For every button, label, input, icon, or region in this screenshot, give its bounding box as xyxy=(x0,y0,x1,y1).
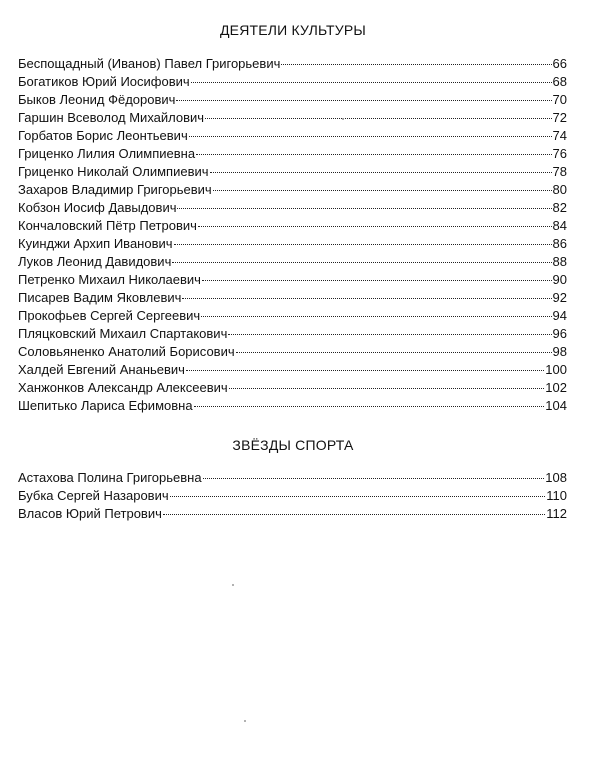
dot-leader xyxy=(194,406,545,407)
dot-leader xyxy=(201,316,551,317)
toc-entry-page-number: 100 xyxy=(545,362,567,377)
dot-leader xyxy=(172,262,551,263)
scan-speck xyxy=(232,584,234,586)
dot-leader xyxy=(186,370,544,371)
dot-leader xyxy=(202,280,552,281)
toc-entry-name: Луков Леонид Давидович xyxy=(18,254,172,269)
toc-entry xyxy=(18,253,567,271)
dot-leader xyxy=(198,226,552,227)
toc-entry-name: Гаршин Всеволод Михайлович xyxy=(18,110,205,125)
toc-entry xyxy=(18,73,567,91)
toc-entry xyxy=(18,379,567,397)
toc-entry xyxy=(18,199,567,217)
toc-entry xyxy=(18,325,567,343)
toc-entry-page-number: 74 xyxy=(552,128,567,143)
toc-entry-name: Кончаловский Пётр Петрович xyxy=(18,218,197,233)
toc-entry-name: Астахова Полина Григорьевна xyxy=(18,470,202,485)
toc-entry-name: Беспощадный (Иванов) Павел Григорьевич xyxy=(18,56,281,71)
dot-leader xyxy=(170,496,546,497)
toc-entry-page-number: 84 xyxy=(552,218,567,233)
toc-entry xyxy=(18,505,567,523)
toc-entry-page-number: 104 xyxy=(545,398,567,413)
toc-entry xyxy=(18,181,567,199)
toc-entry-name: Ханжонков Александр Алексеевич xyxy=(18,380,228,395)
toc-entry-page-number: 98 xyxy=(552,344,567,359)
dot-leader xyxy=(174,244,552,245)
toc-entry xyxy=(18,487,567,505)
toc-entry-page-number: 96 xyxy=(552,326,567,341)
toc-entry-page-number: 94 xyxy=(552,308,567,323)
toc-entry-page-number: 88 xyxy=(552,254,567,269)
dot-leader xyxy=(228,334,551,335)
dot-leader xyxy=(177,208,551,209)
dot-leader xyxy=(163,514,545,515)
toc-entry xyxy=(18,271,567,289)
toc-entry-page-number: 76 xyxy=(552,146,567,161)
toc-entry-page-number: 72 xyxy=(552,110,567,125)
dot-leader xyxy=(182,298,551,299)
dot-leader xyxy=(189,136,552,137)
toc-entry xyxy=(18,289,567,307)
dot-leader xyxy=(203,478,545,479)
toc-entry-page-number: 102 xyxy=(545,380,567,395)
toc-entry-page-number: 78 xyxy=(552,164,567,179)
dot-leader xyxy=(196,154,551,155)
toc-entry-page-number: 108 xyxy=(545,470,567,485)
toc-entry-page-number: 110 xyxy=(546,488,567,503)
toc-entry-page-number: 68 xyxy=(552,74,567,89)
scan-speck xyxy=(342,118,344,120)
toc-entry xyxy=(18,109,567,127)
toc-entry-name: Власов Юрий Петрович xyxy=(18,506,162,521)
section-title-sport: ЗВЁЗДЫ СПОРТА xyxy=(232,437,354,453)
toc-entry-name: Гриценко Лилия Олимпиевна xyxy=(18,146,196,161)
toc-entry-name: Кобзон Иосиф Давыдович xyxy=(18,200,177,215)
dot-leader xyxy=(281,64,551,65)
dot-leader xyxy=(191,82,552,83)
toc-list-sport xyxy=(18,469,567,523)
dot-leader xyxy=(229,388,545,389)
dot-leader xyxy=(205,118,551,119)
toc-entry-name: Бубка Сергей Назарович xyxy=(18,488,169,503)
toc-entry-name: Куинджи Архип Иванович xyxy=(18,236,173,251)
toc-entry xyxy=(18,307,567,325)
toc-entry xyxy=(18,217,567,235)
scan-speck xyxy=(244,720,246,722)
toc-entry xyxy=(18,361,567,379)
toc-entry-name: Пляцковский Михаил Спартакович xyxy=(18,326,228,341)
dot-leader xyxy=(213,190,552,191)
dot-leader xyxy=(236,352,552,353)
toc-entry-name: Соловьяненко Анатолий Борисович xyxy=(18,344,235,359)
toc-entry xyxy=(18,343,567,361)
section-title-culture: ДЕЯТЕЛИ КУЛЬТУРЫ xyxy=(219,22,367,38)
toc-list-culture xyxy=(18,55,567,415)
toc-entry-name: Прокофьев Сергей Сергеевич xyxy=(18,308,201,323)
toc-entry-name: Шепитько Лариса Ефимовна xyxy=(18,398,193,413)
toc-entry-name: Халдей Евгений Ананьевич xyxy=(18,362,185,377)
toc-entry xyxy=(18,469,567,487)
toc-entry-page-number: 66 xyxy=(552,56,567,71)
toc-entry xyxy=(18,55,567,73)
dot-leader xyxy=(210,172,552,173)
toc-entry xyxy=(18,91,567,109)
toc-entry-name: Горбатов Борис Леонтьевич xyxy=(18,128,188,143)
toc-entry-page-number: 90 xyxy=(552,272,567,287)
dot-leader xyxy=(176,100,551,101)
toc-entry-name: Захаров Владимир Григорьевич xyxy=(18,182,212,197)
toc-entry xyxy=(18,127,567,145)
toc-entry-name: Петренко Михаил Николаевич xyxy=(18,272,201,287)
toc-entry xyxy=(18,145,567,163)
toc-entry xyxy=(18,235,567,253)
toc-entry xyxy=(18,397,567,415)
toc-entry-name: Быков Леонид Фёдорович xyxy=(18,92,176,107)
toc-entry-page-number: 82 xyxy=(552,200,567,215)
toc-entry-page-number: 80 xyxy=(552,182,567,197)
toc-entry-page-number: 92 xyxy=(552,290,567,305)
toc-entry-name: Писарев Вадим Яковлевич xyxy=(18,290,182,305)
toc-entry-page-number: 112 xyxy=(546,506,567,521)
toc-entry-name: Богатиков Юрий Иосифович xyxy=(18,74,190,89)
toc-entry-page-number: 86 xyxy=(552,236,567,251)
toc-entry-name: Гриценко Николай Олимпиевич xyxy=(18,164,209,179)
toc-entry xyxy=(18,163,567,181)
toc-entry-page-number: 70 xyxy=(552,92,567,107)
